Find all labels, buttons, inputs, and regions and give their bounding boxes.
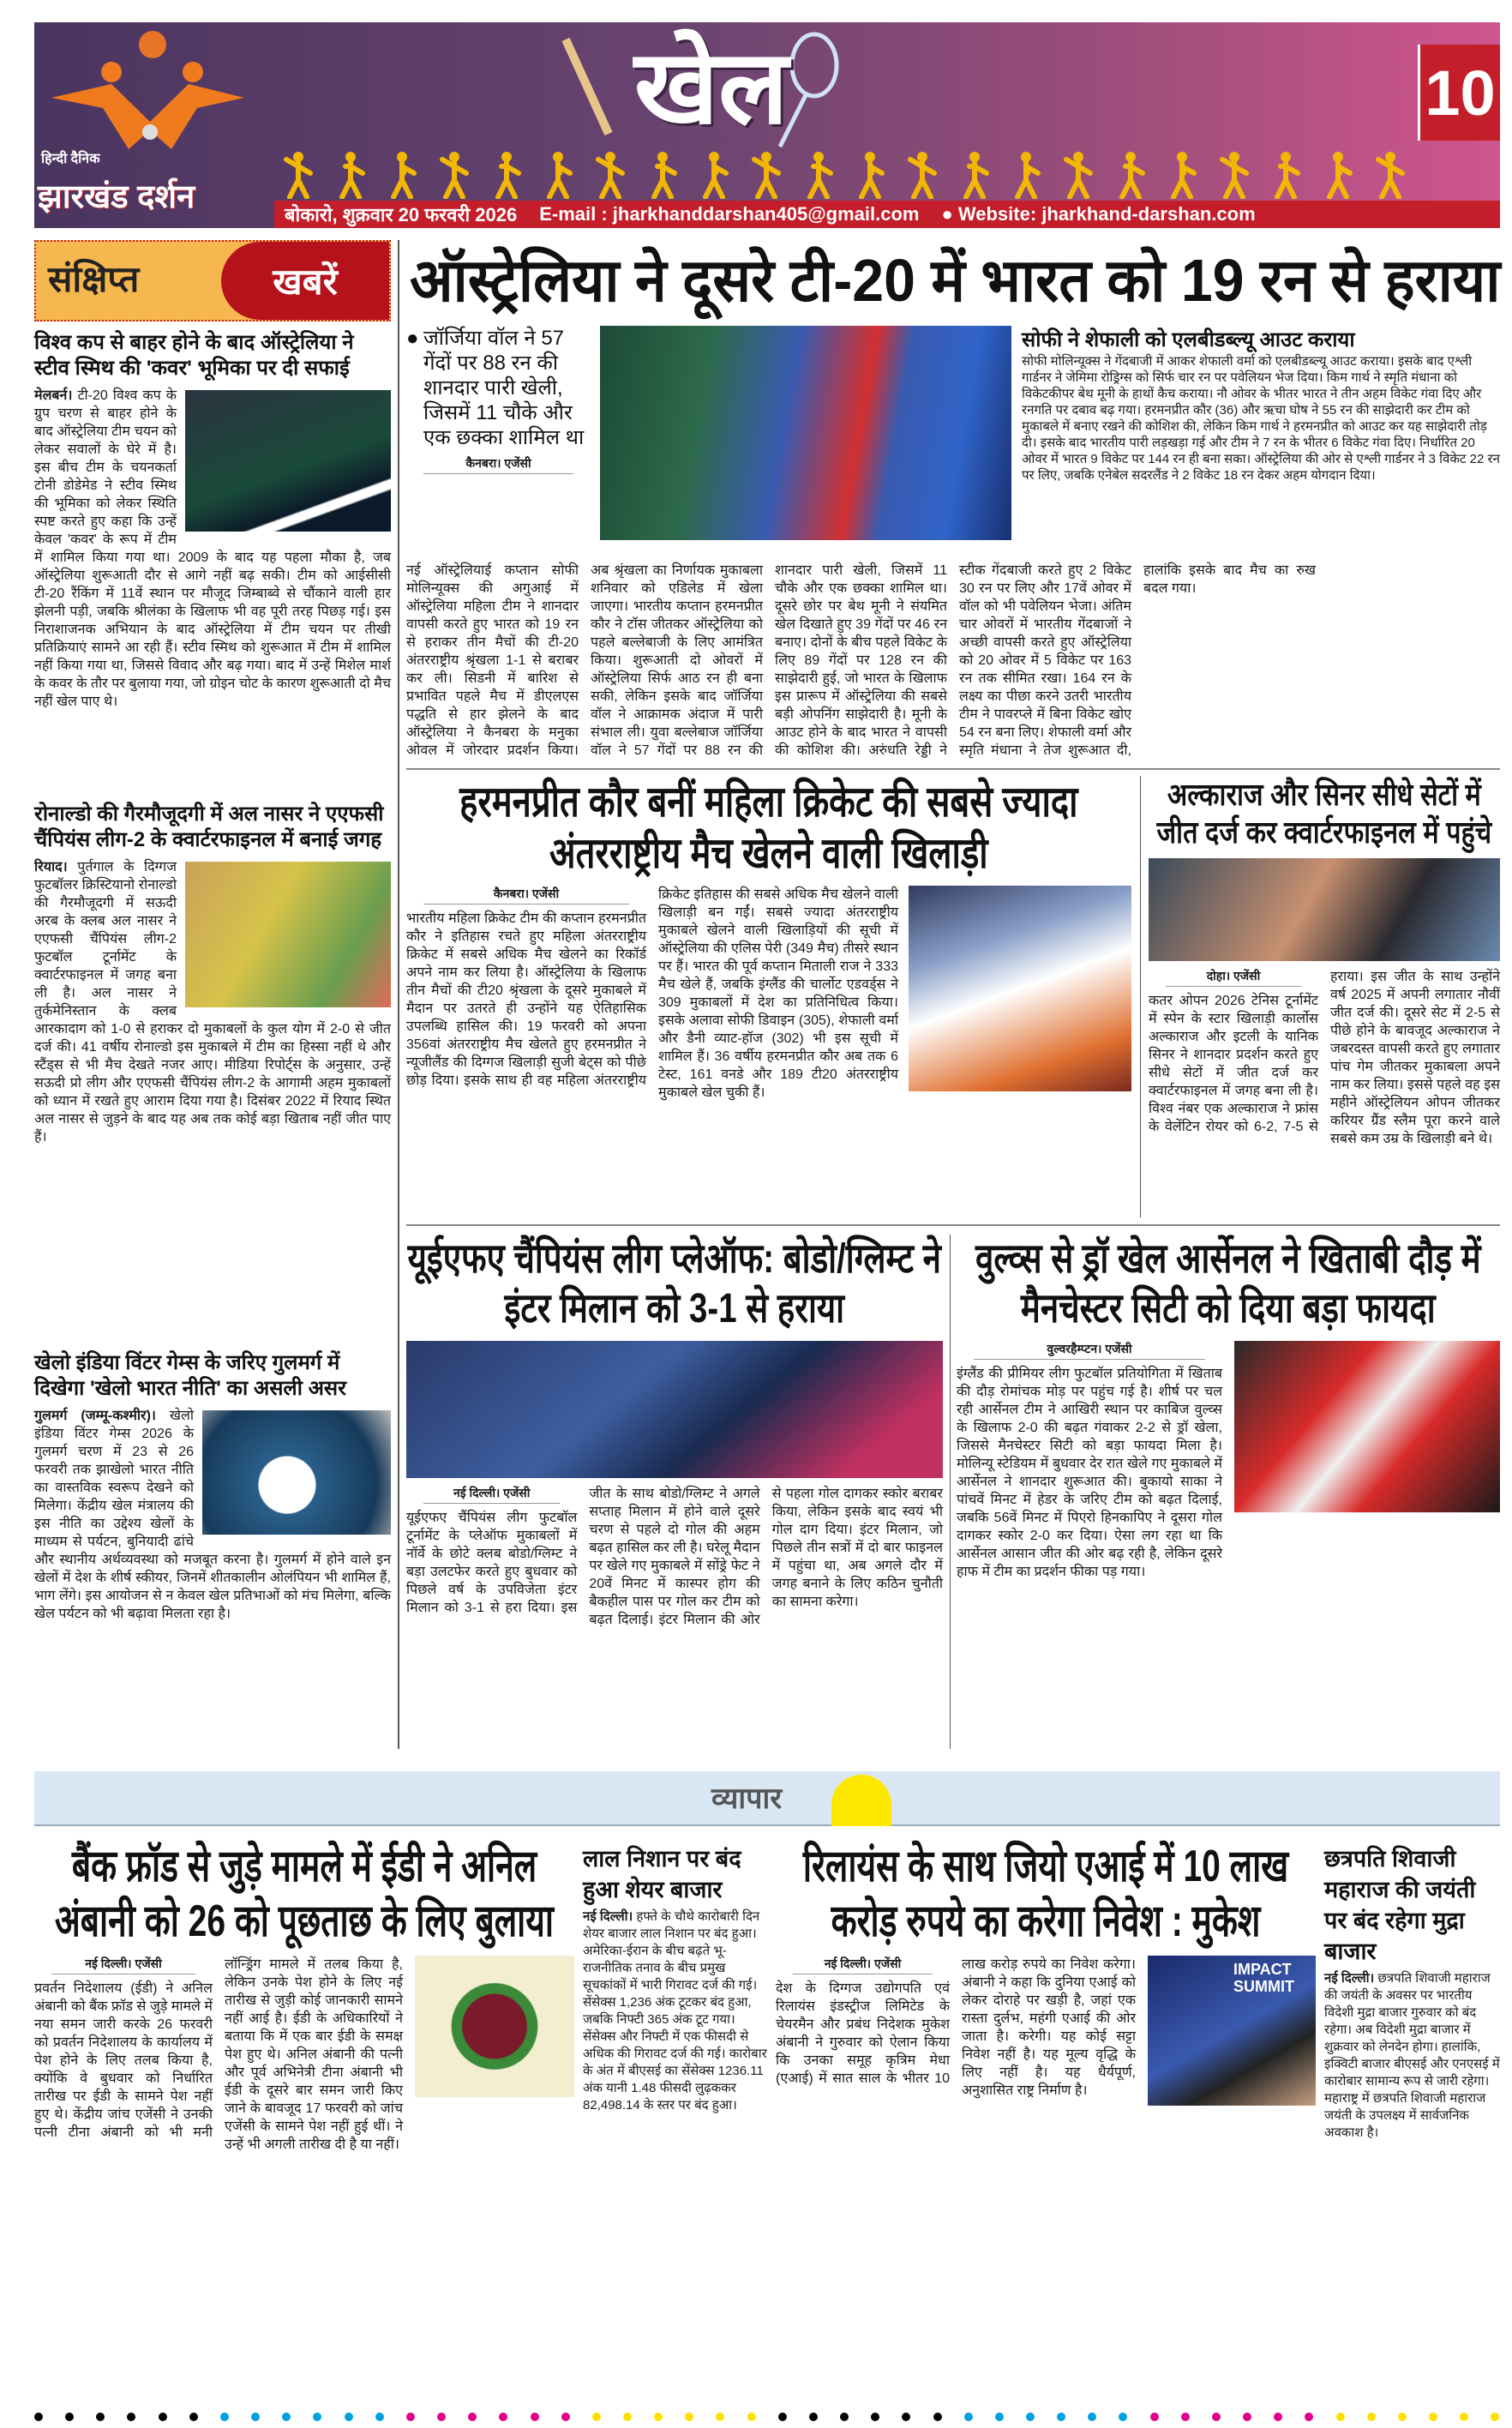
- registration-dot: [159, 2413, 167, 2421]
- player-figure-icon: [1323, 151, 1353, 199]
- registration-dot: [809, 2413, 818, 2421]
- registration-dot: [1119, 2413, 1127, 2421]
- reliance-article: [776, 1839, 1316, 2409]
- dateline: नई दिल्ली। एजेंसी: [51, 1956, 195, 1974]
- registration-dot: [778, 2413, 787, 2421]
- registration-dot: [65, 2413, 74, 2421]
- page-number: 10: [1418, 45, 1500, 141]
- brief-article-smith: [34, 330, 391, 711]
- edition-date: बोकारो, शुक्रवार 20 फरवरी 2026: [285, 204, 518, 225]
- player-figure-icon: [1270, 151, 1301, 199]
- article-body: छत्रपति शिवाजी महाराज की जयंती के अवसर पर भारतीय विदेशी मुद्रा बाजार गुरुवार को बंद रहेगा। अब विदेशी मुद्रा बाजार में शुक्रवार को लेनदेन होगा। हालांकि, इक्विटी बाजार बीएसई और एनएसई में कारोबार सामान्य रूप से जारी रहेगा। महाराष्ट्र में छत्रपति शिवाजी महाराज जयंती के उपलक्ष्य में सार्वजनिक अवकाश है।: [1324, 1971, 1500, 2140]
- player-figure-icon: [335, 151, 366, 199]
- registration-dot: [1057, 2413, 1065, 2421]
- divider: [406, 1224, 1500, 1226]
- registration-dot: [1336, 2413, 1345, 2421]
- registration-dot: [1026, 2413, 1035, 2421]
- player-figure-icon: [439, 151, 470, 199]
- money-icon: [831, 1775, 891, 1826]
- highlight-text: जॉर्जिया वॉल ने 57 गेंदों पर 88 रन की शानदार पारी खेली, जिसमें 11 चौके और एक छक्का शामिल था: [423, 327, 585, 449]
- registration-dot: [1088, 2413, 1096, 2421]
- article-headline: खेलो इंडिया विंटर गेम्स के जरिए गुलमर्ग में दिखेगा 'खेलो भारत नीति' का असली असर: [34, 1351, 346, 1400]
- divider: [406, 768, 1500, 770]
- brief-label-b: खबरें: [221, 242, 389, 320]
- registration-dot: [623, 2413, 632, 2421]
- registration-dot: [1181, 2413, 1190, 2421]
- registration-dot: [375, 2413, 384, 2421]
- share-market-article: [583, 1843, 767, 2114]
- place-name: गुलमर्ग (जम्मू-कश्मीर)।: [34, 1409, 156, 1423]
- harmanpreet-headline: हरमनप्रीत कौर बनीं महिला क्रिकेट की सबसे ज्यादा अंतरराष्ट्रीय मैच खेलने वाली खिलाड़ी: [459, 778, 1078, 877]
- alcaraz-headline: अल्काराज और सिनर सीधे सेटों में जीत दर्ज कर क्वार्टरफाइनल में पहुंचे: [1156, 777, 1492, 850]
- bullet-icon: ●: [406, 327, 419, 350]
- column-divider: [950, 1235, 951, 1749]
- shivaji-article: [1324, 1843, 1500, 2142]
- steve-smith-photo: [185, 390, 391, 532]
- business-section-banner: [34, 1771, 1500, 1826]
- player-figure-icon: [907, 151, 938, 199]
- player-figure-icon: [1375, 151, 1406, 199]
- article-body: यूईएफए चैंपियंस लीग फुटबॉल टूर्नामेंट के प्लेऑफ मुकाबलों में नॉर्वे के छोटे क्लब बोडो/ग्लिम्ट ने बड़ा उलटफेर करते हुए बुधवार को पिछले वर्ष के उपविजेता इंटर मिलान को 3-1 से हरा दिया। इस जीत के साथ बोडो/ग्लिम्ट ने अगले सप्ताह मिलान में होने वाले दूसरे चरण से पहले दो गोल की अहम बढ़त हासिल कर ली है। घरेलू मैदान पर खेले गए मुकाबले में सोंड्रे फेट ने 20वें मिनट में कास्पर होग की बैकहील पास पर गोल कर टीम को बढ़त दिलाई। इंटर मिलान की ओर से पहला गोल दागकर स्कोर बराबर किया, लेकिन इसके बाद स्वयं भी गोल दाग दिया। इंटर मिलान, जो पिछले तीन सत्रों में दो बार फाइनल में पहुंचा था, अब अगले दौर में जगह बनाने के लिए कठिन चुनौती का सामना करेगा।: [406, 1487, 943, 1627]
- dateline: वुल्वरहैम्प्टन। एजेंसी: [974, 1341, 1205, 1360]
- mukesh-ambani-photo: [1148, 1956, 1316, 2106]
- article-body: कतर ओपन 2026 टेनिस टूर्नामेंट में स्पेन के स्टार खिलाड़ी कार्लोस अल्काराज और इटली के यानिक सिनर ने शानदार प्रदर्शन करते हुए सीधे सेटों में जीत दर्ज कर क्वार्टरफाइनल में जगह बना ली है। विश्व नंबर एक अल्काराज ने फ्रांस के वेलेंटिन रोयर को 6-2, 7-5 से हराया। इस जीत के साथ उन्होंने वर्ष 2025 में अपनी लगातार नौवीं जीत दर्ज की। दूसरे सेट में 2-5 से पीछे होने के बावजूद अल्काराज ने जबरदस्त वापसी करते हुए लगातार पांच गेम जीतकर मुकाबला अपने नाम कर लिया। इससे पहले वह इस महीने ऑस्ट्रेलियन ओपन जीतकर करियर ग्रैंड स्लैम पूरा करने वाले सबसे कम उम्र के खिलाड़ी बने थे।: [1149, 970, 1500, 1146]
- logo-tagline: हिन्दी दैनिक: [41, 152, 100, 166]
- summit-text: IMPACT SUMMIT: [1233, 1961, 1294, 1995]
- registration-dot: [1243, 2413, 1251, 2421]
- article-body: भारतीय महिला क्रिकेट टीम की कप्तान हरमनप्रीत कौर ने इतिहास रचते हुए महिला अंतरराष्ट्रीय क्रिकेट में सबसे अधिक मैच खेलने का रिकॉर्ड अपने नाम कर लिया है। ऑस्ट्रेलिया के खिलाफ तीन मैचों की टी20 श्रृंखला के दूसरे मुकाबले में मैदान पर उतरते ही उन्होंने यह ऐतिहासिक उपलब्धि हासिल की। 19 फरवरी को अपना 356वां अंतरराष्ट्रीय मैच खेलते हुए हरमनप्रीत ने न्यूजीलैंड की दिग्गज खिलाड़ी सुजी बेट्स को पीछे छोड़ दिया। इसके साथ ही वह महिला अंतरराष्ट्रीय क्रिकेट इतिहास की सबसे अधिक मैच खेलने वाली खिलाड़ी बन गईं। सबसे ज्यादा अंतरराष्ट्रीय मुकाबले खेलने वाली खिलाड़ियों की सूची में ऑस्ट्रेलिया की एलिस पेरी (349 मैच) तीसरे स्थान पर हैं। भारत की पूर्व कप्तान मिताली राज ने 333 मैच खेले हैं, जबकि इंग्लैंड की चार्लोट एडवर्ड्स ने 309 मुकाबलों में देश का प्रतिनिधित्व किया। इसके अलावा सोफी डिवाइन (305), शेफाली वर्मा और डैनी व्याट-हॉज (302) भी इस सूची में शामिल हैं। 36 वर्षीय हरमनप्रीत कौर अब तक 6 टेस्ट, 161 वनडे और 189 टी20 अंतरराष्ट्रीय मुकाबले खेल चुकी हैं।: [406, 887, 898, 1100]
- harmanpreet-article: [406, 776, 1131, 1217]
- player-figure-icon: [387, 151, 417, 199]
- brief-article-khelo-india: [34, 1350, 391, 1623]
- player-figure-icon: [803, 151, 834, 199]
- uefa-article: [406, 1235, 943, 1749]
- article-headline: विश्व कप से बाहर होने के बाद ऑस्ट्रेलिया ने स्टीव स्मिथ की 'कवर' भूमिका पर दी सफाई: [34, 331, 354, 380]
- player-figure-icon: [283, 151, 314, 199]
- dateline: कैनबरा। एजेंसी: [423, 455, 573, 474]
- player-figure-icon: [491, 151, 522, 199]
- column-divider: [398, 240, 399, 1749]
- registration-dot: [437, 2413, 446, 2421]
- registration-dot: [345, 2413, 353, 2421]
- masthead-info-bar: [274, 201, 1500, 228]
- share-headline: लाल निशान पर बंद हुआ शेयर बाजार: [583, 1846, 741, 1902]
- article-body: हफ्ते के चौथे कारोबारी दिन शेयर बाजार लाल निशान पर बंद हुआ। अमेरिका-ईरान के बीच बढ़ते भू-राजनीतिक तनाव के बीच प्रमुख सूचकांकों में भारी गिरावट दर्ज की गई। सेंसेक्स 1,236 अंक टूटकर बंद हुआ, जबकि निफ्टी 365 अंक टूट गया। सेंसेक्स और निफ्टी में एक फीसदी से अधिक की गिरावट दर्ज की गई। कारोबार के अंत में बीएसई का सेंसेक्स 1236.11 अंक यानी 1.48 फीसदी लुढ़ककर 82,498.14 के स्तर पर बंद हुआ।: [583, 1909, 767, 2112]
- arsenal-photo: [1234, 1341, 1500, 1512]
- article-headline: रोनाल्डो की गैरमौजूदगी में अल नासर ने एएफसी चैंपियंस लीग-2 के क्वार्टरफाइनल में बनाई जगह: [34, 802, 384, 851]
- harmanpreet-photo: [909, 886, 1131, 1091]
- masthead: [34, 22, 1500, 228]
- registration-dot: [1274, 2413, 1282, 2421]
- registration-dot: [716, 2413, 724, 2421]
- registration-dot: [1367, 2413, 1376, 2421]
- khelo-india-photo: [202, 1410, 391, 1535]
- main-headline: ऑस्ट्रेलिया ने दूसरे टी-20 में भारत को 19 रन से हराया: [410, 247, 1501, 314]
- player-figure-icon: [751, 151, 782, 199]
- registration-dot: [1150, 2413, 1159, 2421]
- dateline: नई दिल्ली। एजेंसी: [423, 1485, 560, 1504]
- alcaraz-article: [1149, 776, 1500, 1217]
- registration-dot: [1305, 2413, 1313, 2421]
- registration-dot: [654, 2413, 663, 2421]
- registration-dot: [531, 2413, 539, 2421]
- arsenal-headline: वुल्व्स से ड्रॉ खेल आर्सेनल ने खिताबी दौड़ में मैनचेस्टर सिटी को दिया बड़ा फायदा: [975, 1236, 1481, 1331]
- registration-dot: [1429, 2413, 1437, 2421]
- player-figure-icon: [699, 151, 729, 199]
- player-figure-icon: [1115, 151, 1146, 199]
- place-name: नई दिल्ली।: [1324, 1971, 1375, 1986]
- business-label: व्यापार: [711, 1782, 783, 1815]
- place-name: नई दिल्ली।: [583, 1909, 633, 1924]
- side-body: सोफी मोलिन्यूक्स ने गेंदबाजी में आकर शेफाली वर्मा को एलबीडब्ल्यू आउट कराया। इसके बाद एश्ली गार्डनर ने जेमिमा रोड्रिग्स को सिर्फ चार रन पर पवेलियन भेज दिया। किम गार्थ ने स्मृति मंधाना को विकेटकीपर बेथ मूनी के हाथों कैच कराया। नौ ओवर के भीतर भारत ने तीन अहम विकेट गंवा दिए और रनगति पर दबाव बढ़ गया। हरमनप्रीत कौर (36) और ऋचा घोष ने 55 रन की साझेदारी कर टीम को मुकाबले में बनाए रखने की कोशिश की, लेकिन किम गार्थ ने हरमनप्रीत को आउट कर यह साझेदारी तोड़ दी। इसके बाद भारतीय पारी लड़खड़ा गई और टीम ने 7 रन के भीतर 6 विकेट गंवा दिए। निर्धारित 20 ओवर में भारत 9 विकेट पर 144 रन ही बना सका। ऑस्ट्रेलिया की ओर से एश्ली गार्डनर ने 3 विकेट 22 रन पर लिए, जबकि एनेबेल सदरलैंड ने 2 विकेट 18 रन देकर अहम योगदान दिया।: [1022, 354, 1500, 483]
- place-name: मेलबर्न।: [34, 388, 73, 403]
- website-link[interactable]: ● Website: jharkhand-darshan.com: [941, 203, 1256, 225]
- registration-dot: [871, 2413, 879, 2421]
- player-figure-icon: [595, 151, 626, 199]
- arsenal-article: [957, 1235, 1500, 1749]
- article-body: नई ऑस्ट्रेलियाई कप्तान सोफी मोलिन्यूक्स की अगुआई में ऑस्ट्रेलिया महिला टीम ने शानदार वापसी करते हुए भारत को 19 रन से हराकर तीन मैचों की टी-20 अंतरराष्ट्रीय श्रृंखला 1-1 से बराबर कर ली। सिडनी में बारिश से प्रभावित पहले मैच में डीएलएस पद्धति से हार झेलने के बाद ऑस्ट्रेलिया ने कैनबरा के मनुका ओवल में जोरदार प्रदर्शन किया। अब श्रृंखला का निर्णायक मुकाबला शनिवार को एडिलेड में खेला जाएगा। भारतीय कप्तान हरमनप्रीत कौर ने टॉस जीतकर ऑस्ट्रेलिया को पहले बल्लेबाजी के लिए आमंत्रित किया। शुरूआती दो ओवरों में ऑस्ट्रेलिया सिर्फ आठ रन ही बना सकी, लेकिन इसके बाद जॉर्जिया वॉल ने आक्रामक अंदाज में पारी संभाल ली। युवा बल्लेबाज जॉर्जिया वॉल ने 57 गेंदों पर 88 रन की शानदार पारी खेली, जिसमें 11 चौके और एक छक्का शामिल था। दूसरे छोर पर बेथ मूनी ने संयमित खेल दिखाते हुए 39 गेंदों पर 46 रन बनाए। दोनों के बीच पहले विकेट के लिए 89 गेंदों पर 128 रन की साझेदारी हुई, जो भारत के खिलाफ इस प्रारूप में ऑस्ट्रेलिया की सबसे बड़ी ओपनिंग साझेदारी है। मूनी के आउट होने के बाद भारत ने वापसी की कोशिश की। अरुंधति रेड्डी ने स्टीक गेंदबाजी करते हुए 2 विकेट 30 रन पर लिए और 17वें ओवर में वॉल को भी पवेलियन भेजा। अंतिम चार ओवरों में भारतीय गेंदबाजों ने अच्छी वापसी करते हुए ऑस्ट्रेलिया को 20 ओवर में 5 विकेट पर 163 रन तक सीमित रखा। 164 रन के लक्ष्य का पीछा करने उतरी भारतीय टीम ने पावरप्ले में बिना विकेट खोए 54 रन बना लिए। शेफाली वर्मा और स्मृति मंधाना ने तेज शुरूआत दी, हालांकि इसके बाद मैच का रुख बदल गया।: [406, 563, 1316, 758]
- brief-article-ronaldo: [34, 802, 391, 1146]
- uefa-match-photo: [406, 1341, 943, 1478]
- registration-dot: [933, 2413, 942, 2421]
- player-figure-icon: [1167, 151, 1197, 199]
- registration-dot: [220, 2413, 229, 2421]
- article-body: देश के दिग्गज उद्योगपति एवं रिलायंस इंडस्ट्रीज लिमिटेड के चेयरमैन और प्रबंध निदेशक मुकेश अंबानी ने गुरुवार को ऐलान किया कि उनका समूह कृत्रिम मेधा (एआई) में सात साल के भीतर 10 लाख करोड़ रुपये का निवेश करेगा। अंबानी ने कहा कि दुनिया एआई को लेकर दोराहे पर खड़ी है, जहां एक रास्ता दुर्लभ, महंगी एआई की ओर जाता है। करेगी। यह कोई सट्टा निवेश नहीं है। यह मूल्य वृद्धि के लिए नहीं है। यह धैर्यपूर्ण, अनुशासित राष्ट्र निर्माण है।: [776, 1957, 1136, 2098]
- registration-dot: [406, 2413, 415, 2421]
- article-body: पुर्तगाल के दिग्गज फुटबॉलर क्रिस्टियानो रोनाल्डो की गैरमौजूदगी में सऊदी अरब के क्लब अल नासर ने एएफसी चैंपियंस लीग-2 फुटबॉल टूर्नामेंट के क्वार्टरफाइनल में जगह बना ली है। अल नासर ने तुर्कमेनिस्तान के क्लब आरकादाग को 1-0 से हराकर दो मुकाबलों के कुल योग में 2-0 से जीत दर्ज की। 41 वर्षीय रोनाल्डो इस मुकाबले में टीम का हिस्सा नहीं थे और स्टैंड्स से भी मैच देखते नजर आए। मीडिया रिपोर्ट्स के अनुसार, उन्हें सऊदी प्रो लीग और एएफसी चैंपियंस लीग-2 के आगामी अहम मुकाबलों को ध्यान में रखते हुए आराम दिया गया है। दिसंबर 2022 में रियाद स्थित अल नासर से जुड़ने के बाद यह अब तक कोई बड़ा खिताब नहीं जीत पाए हैं।: [34, 860, 391, 1145]
- player-figures-row: [283, 151, 1406, 199]
- ed-emblem-photo: [415, 1956, 574, 2097]
- brief-news-label: [34, 240, 391, 322]
- brief-label-a: संक्षिप्त: [48, 259, 140, 299]
- registration-dot: [313, 2413, 321, 2421]
- shivaji-headline: छत्रपति शिवाजी महाराज की जयंती पर बंद रहेगा मुद्रा बाजार: [1324, 1846, 1476, 1964]
- registration-dot: [282, 2413, 291, 2421]
- ed-article: [34, 1839, 574, 2409]
- registration-dot: [685, 2413, 693, 2421]
- registration-dot: [1460, 2413, 1468, 2421]
- reliance-headline: रिलायंस के साथ जियो एआई में 10 लाख करोड़ रुपये का करेगा निवेश : मुकेश: [802, 1842, 1289, 1946]
- player-figure-icon: [1063, 151, 1094, 199]
- ronaldo-photo: [185, 862, 391, 1007]
- place-name: रियाद।: [34, 860, 68, 874]
- cricket-match-photo: [600, 326, 1011, 540]
- player-figure-icon: [543, 151, 573, 199]
- side-headline: सोफी ने शेफाली को एलबीडब्ल्यू आउट कराया: [1022, 328, 1355, 352]
- side-box: [1022, 328, 1500, 484]
- registration-dot: [592, 2413, 601, 2421]
- ed-headline: बैंक फ्रॉड से जुड़े मामले में ईडी ने अनिल अंबानी को 26 को पूछताछ के लिए बुलाया: [54, 1842, 554, 1946]
- registration-dot: [251, 2413, 260, 2421]
- registration-dot: [1212, 2413, 1221, 2421]
- registration-dot: [34, 2413, 43, 2421]
- uefa-headline: यूईएफए चैंपियंस लीग प्लेऑफ: बोडो/ग्लिम्ट ने इंटर मिलान को 3-1 से हराया: [407, 1236, 941, 1331]
- registration-dot: [1491, 2413, 1499, 2421]
- section-title: खेल: [634, 30, 789, 145]
- registration-dot: [499, 2413, 507, 2421]
- dateline: दोहा। एजेंसी: [1166, 968, 1301, 987]
- registration-dot: [964, 2413, 973, 2421]
- dateline: कैनबरा। एजेंसी: [423, 886, 629, 904]
- registration-dot: [468, 2413, 477, 2421]
- registration-dot: [561, 2413, 570, 2421]
- alcaraz-photo: [1149, 858, 1500, 961]
- registration-dot: [127, 2413, 135, 2421]
- article-body: खेलो इंडिया विंटर गेम्स 2026 के गुलमर्ग चरण में 23 से 26 फरवरी तक झाखेलो भारत नीति का वास्तविक स्वरूप देखने को मिलेगा। केंद्रीय खेल मंत्रालय की इस नीति का उद्देश्य खेलों के माध्यम से पर्यटन, बुनियादी ढांचे और स्थानीय अर्थव्यवस्था को मजबूत करना है। गुलमर्ग में होने वाले इन खेलों में देश के शीर्ष स्कीयर, जिनमें शीतकालीन ओलंपियन भी शामिल हैं, भाग लेंगे। इस आयोजन से न केवल खेल प्रतिभाओं को मंच मिलेगा, बल्कि खेल पर्यटन को भी बढ़ावा मिलता रहा है।: [34, 1409, 391, 1621]
- player-figure-icon: [1219, 151, 1250, 199]
- article-body: प्रवर्तन निदेशालय (ईडी) ने अनिल अंबानी को बैंक फ्रॉड से जुड़े मामले में नया समन जारी करके 26 फरवरी को प्रवर्तन निदेशालय के कार्यालय में पेश होने के लिए तलब किया है, क्योंकि वे बुधवार को निर्धारित तारीख पर ईडी के सामने पेश नहीं हुए थे। केंद्रीय जांच एजेंसी ने उनकी पत्नी टीना अंबानी को भी मनी लॉन्ड्रिंग मामले में तलब किया है, लेकिन उनके पेश होने के लिए नई तारीख से जुड़ी कोई जानकारी सामने नहीं आई है। ईडी के अधिकारियों ने बताया कि में एक बार ईडी के समक्ष पेश हुए थे। अनिल अंबानी की पत्नी और पूर्व अभिनेत्री टीना अंबानी भी ईडी के दूसरे बार समन जारी किए जाने के बावजूद 17 फरवरी को जांच एजेंसी के सामने पेश नहीं हुई थीं। ने उन्हें भी अगली तारीख दी है या नहीं।: [34, 1957, 403, 2152]
- article-body: इंग्लैंड की प्रीमियर लीग फुटबॉल प्रतियोगिता में खिताब की दौड़ रोमांचक मोड़ पर पहुंच गई है। शीर्ष पर चल रही आर्सेनल टीम ने आखिरी स्थान पर काबिज वुल्व्स के खिलाफ 2-0 की बढ़त गंवाकर 2-2 से ड्रॉ खेला, जिससे मैनचेस्टर सिटी को बड़ा फायदा मिला है। मोलिन्यू स्टेडियम में बुधवार देर रात खेले गए मुकाबले में आर्सेनल ने शानदार शुरूआत की। बुकायो साका ने पांचवें मिनट में हेडर के जरिए टीम को बढ़त दिलाई, जबकि 56वें मिनट में पिएरो हिनकापिए ने दूसरा गोल दागकर स्कोर 2-0 कर दिया। ऐसा लग रहा था कि आर्सेनल आसान जीत की ओर बढ़ रही है, लेकिन दूसरे हाफ में टीम का प्रदर्शन फीका पड़ गया।: [957, 1367, 1222, 1579]
- column-divider: [1140, 776, 1141, 1217]
- player-figure-icon: [959, 151, 990, 199]
- dateline: नई दिल्ली। एजेंसी: [793, 1956, 933, 1974]
- player-figure-icon: [1011, 151, 1041, 199]
- registration-dot: [840, 2413, 849, 2421]
- registration-dot: [995, 2413, 1004, 2421]
- email-address[interactable]: E-mail : jharkhanddarshan405@gmail.com: [539, 203, 920, 225]
- registration-dot: [96, 2413, 105, 2421]
- player-figure-icon: [855, 151, 885, 199]
- newspaper-name: झारखंड दर्शन: [38, 179, 195, 215]
- registration-dot: [747, 2413, 756, 2421]
- logo-emblem-icon: [43, 29, 249, 149]
- article-body: टी-20 विश्व कप के ग्रुप चरण से बाहर होने के बाद ऑस्ट्रेलिया टीम चयन को लेकर सवालों के घेरे में है। इस बीच टीम के चयनकर्ता टोनी डोडेमेड ने स्टीव स्मिथ की भूमिका को लेकर स्थिति स्पष्ट करते हुए कहा कि उन्हें केवल 'कवर' के रूप में टीम में शामिल किया गया था। 2009 के बाद यह पहला मौका है, जब ऑस्ट्रेलिया शुरूआती दौर से आगे नहीं बढ़ सकी। टीम को आईसीसी टी-20 रैंकिंग में 11वें स्थान पर मौजूद जिम्बाब्वे से चौंकाने वाली हार झेलनी पड़ी, जबकि श्रीलंका के खिलाफ भी वह पूरी तरह पिछड़ गई। इस निराशाजनक अभियान के बाद ऑस्ट्रेलिया में टीम चयन पर तीखी प्रतिक्रियाएं सामने आ रही हैं। स्टीव स्मिथ को शुरूआत में टीम में शामिल नहीं किया गया था, जिससे विवाद और बढ़ गया। बाद में उन्हें मिशेल मार्श के कवर के तौर पर बुलाया गया, जो ग्रोइन चोट के कारण शुरूआती दो मैच नहीं खेल पाए थे।: [34, 388, 391, 709]
- registration-dot: [189, 2413, 198, 2421]
- registration-dot: [1398, 2413, 1407, 2421]
- registration-dot: [902, 2413, 910, 2421]
- player-figure-icon: [647, 151, 678, 199]
- registration-dots: [34, 2413, 1500, 2423]
- story-highlight: [406, 326, 591, 479]
